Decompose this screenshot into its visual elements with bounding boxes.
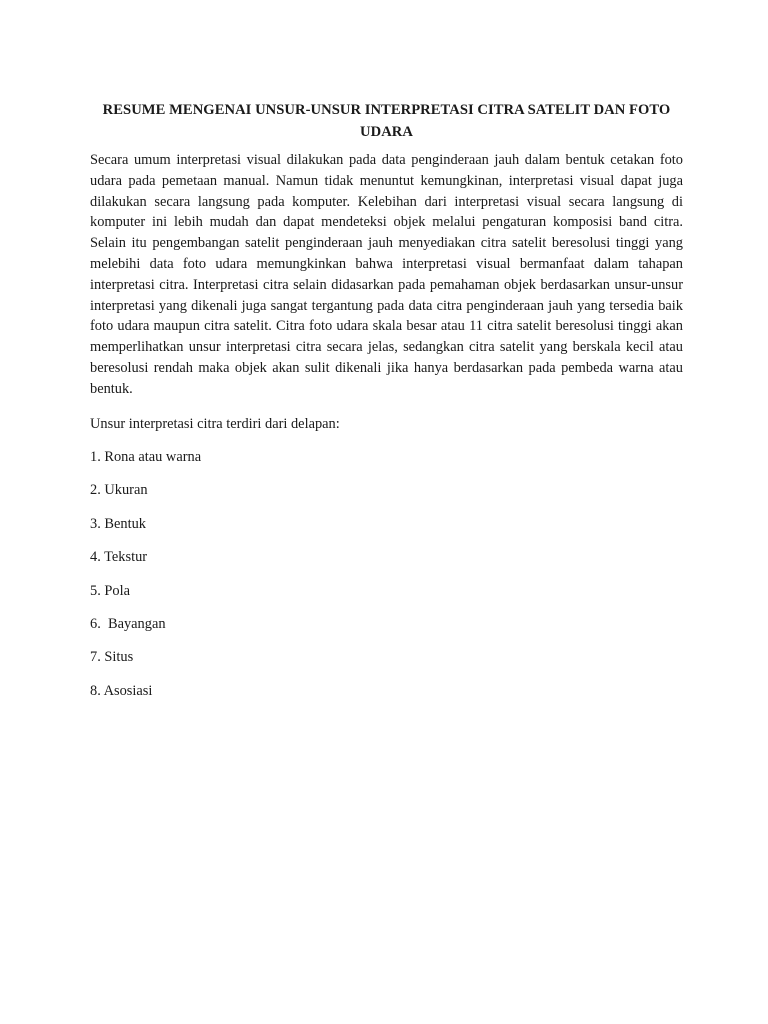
list-item: 5. Pola [90,582,130,599]
list-item: 3. Bentuk [90,515,146,532]
list-item: 4. Tekstur [90,549,148,566]
list-item: 2. Ukuran [90,482,148,499]
list-item: 8. Asosiasi [90,682,153,699]
document-title: RESUME MENGENAI UNSUR-UNSUR INTERPRETASI CITRA SATELIT DAN FOTO UDARA [102,102,671,140]
interpretation-elements-list [90,447,683,702]
list-item: 1. Rona atau warna [90,448,202,465]
document-page [90,99,683,701]
list-item: 7. Situs [90,649,134,666]
list-item: 6. Bayangan [90,615,166,632]
list-intro: Unsur interpretasi citra terdiri dari delapan: [90,415,340,432]
body-paragraph: Secara umum interpretasi visual dilakukan pada data penginderaan jauh dalam bentuk cetakan foto udara pada pemetaan manual. Namun tidak menuntut kemungkinan, interpretasi visual dapat juga dilakukan secara langsung pada komputer. Kelebihan dari interpretasi visual secara langsung di komputer ini lebih mudah dan dapat mendeteksi objek melalui pengaturan komposisi band citra. Selain itu pengembangan satelit penginderaan jauh menyediakan citra satelit beresolusi tinggi yang melebihi data foto udara memungkinkan bahwa interpretasi visual bermanfaat dalam tahapan interpretasi citra. Interpretasi citra selain didasarkan pada pemahaman objek berdasarkan unsur-unsur interpretasi yang dikenali juga sangat tergantung pada data citra penginderaan jauh yang tersedia baik foto udara maupun citra satelit. Citra foto udara skala besar atau 11 citra satelit beresolusi tinggi akan memperlihatkan unsur interpretasi citra secara jelas, sedangkan citra satelit yang berskala kecil atau beresolusi rendah maka objek akan sulit dikenali jika hanya berdasarkan pada pembeda warna atau bentuk. [90,152,683,397]
